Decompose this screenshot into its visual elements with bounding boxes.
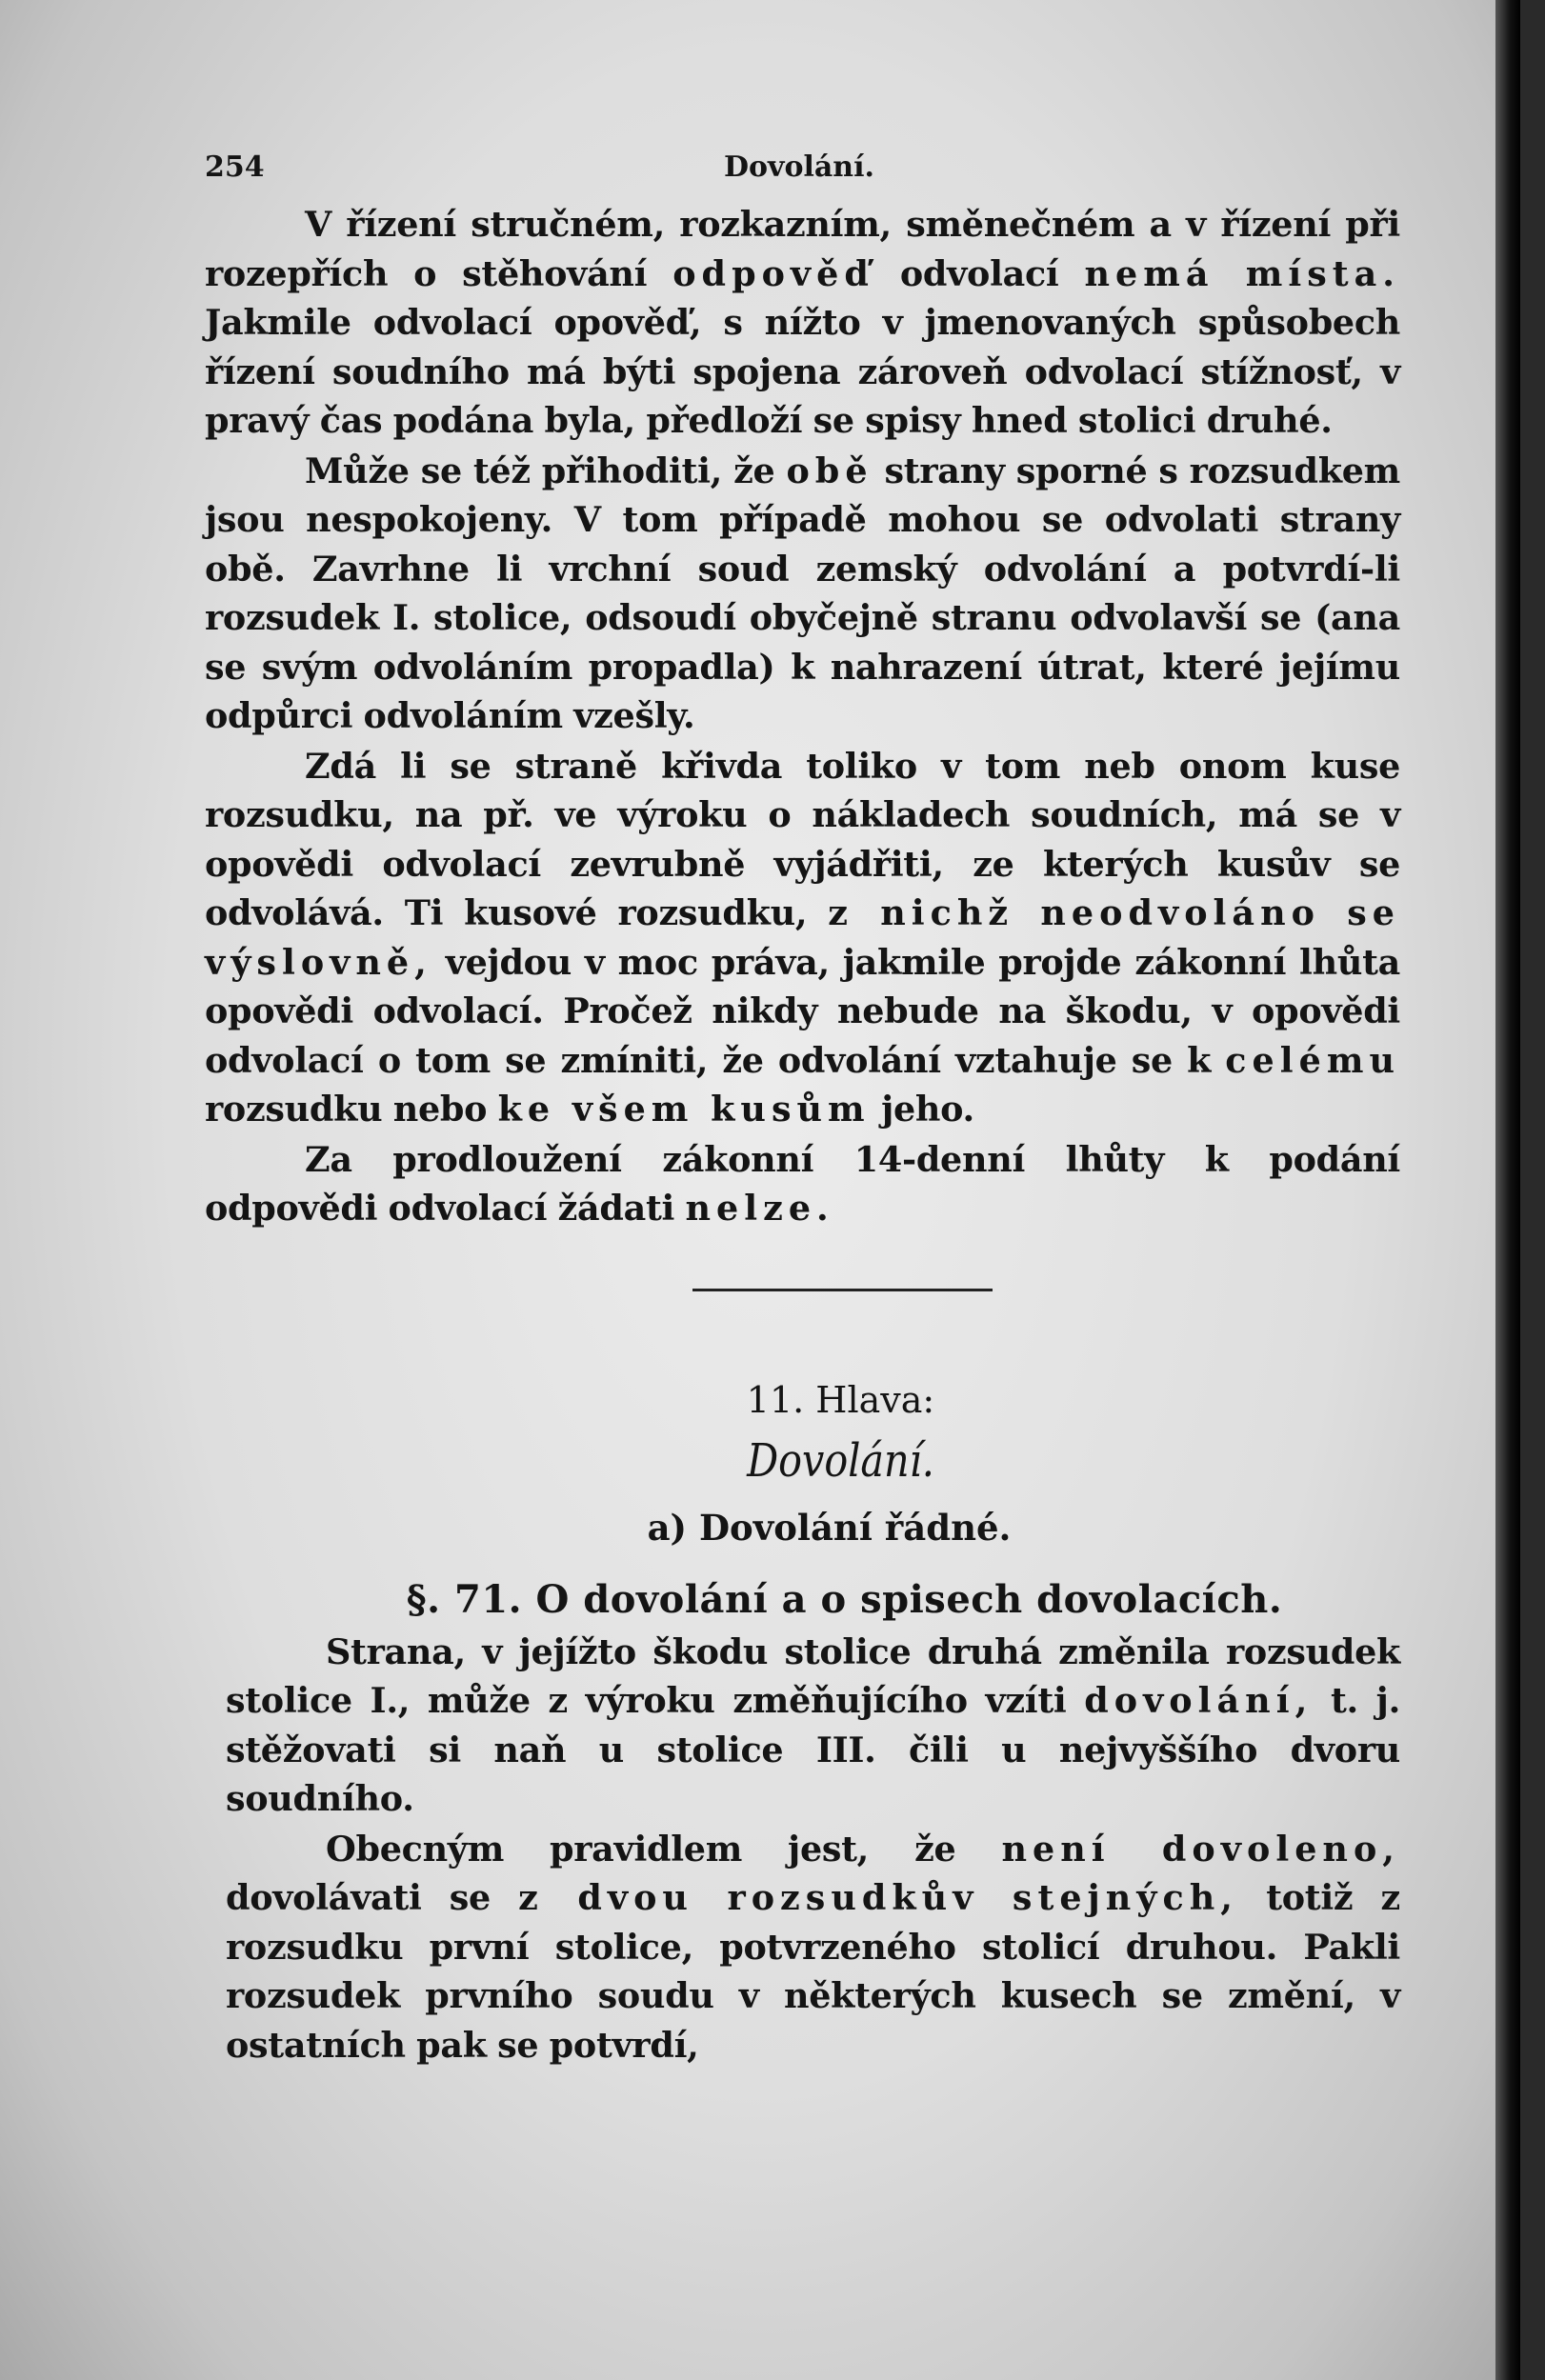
text-run: odvolací [873, 252, 1085, 294]
text-run: vejdou v moc práva, jakmile projde zákonní lhůta opovědi odvolací. Pročež nikdy nebude na škodu, v opovědi odvolací o tom se zmíniti, že odvolání vztahuje se k [205, 941, 1400, 1081]
spaced-emphasis: ke všem kusům [497, 1089, 871, 1130]
running-title: Dovolání. [724, 150, 874, 184]
text-run: Může se též přihoditi, že [305, 450, 787, 491]
spaced-emphasis: z dvou rozsudkův stejných, [518, 1877, 1238, 1918]
paragraph [205, 742, 1400, 1134]
subsection-heading: a) Dovolání řádné. [647, 1506, 1012, 1549]
spaced-emphasis: celému [1225, 1039, 1400, 1081]
text-block [205, 143, 1400, 2070]
spaced-emphasis: obě [786, 450, 873, 491]
running-head [205, 143, 1400, 200]
spaced-emphasis: není dovoleno, [1001, 1828, 1400, 1870]
spaced-emphasis: nelze. [685, 1188, 834, 1229]
text-run: Jakmile odvolací opověď, s nížto v jmenovaných spůsobech řízení soudního má býti spojena zároveň odvolací stížnosť, v pravý čas podána byla, předloží se spisy hned stolici druhé. [205, 302, 1400, 441]
section-heading: §. 71. O dovolání a o spisech dovolacích. [406, 1576, 1283, 1622]
text-run: Za prodloužení zákonní 14-denní lhůty k podání odpovědi odvolací žádati [205, 1138, 1400, 1229]
paragraphs-bottom [205, 1628, 1400, 2070]
chapter-number: 11. Hlava: [746, 1378, 935, 1421]
spaced-emphasis: odpověď [672, 252, 874, 294]
text-run: strany sporné s rozsudkem jsou nespokojeny. V tom případě mohou se odvolati strany obě. Zavrhne li vrchní soud zemský odvolání a potvrdí-li rozsudek I. stolice, odsoudí obyčejně stranu odvolavší se (ana se svým odvoláním propadla) k nahrazení útrat, které jejímu odpůrci odvoláním vzešly. [205, 450, 1400, 736]
paragraphs-top [205, 200, 1400, 1233]
paragraph [226, 1628, 1400, 1824]
text-run: dovolávati se [226, 1877, 519, 1918]
text-run: rozsudku nebo [205, 1089, 498, 1130]
spaced-emphasis: dovolání, [1084, 1680, 1314, 1721]
text-run: Obecným pravidlem jest, že [326, 1828, 1002, 1870]
text-run: totiž z rozsudku první stolice, potvrzeného stolicí druhou. Pakli rozsudek prvního soudu v některých kusech se změní, v ostatních pak se potvrdí, [226, 1877, 1400, 2066]
chapter-title: Dovolání. [747, 1433, 934, 1488]
paragraph [226, 1825, 1400, 2070]
paragraph [205, 200, 1400, 446]
text-run: t. j. stěžovati si naň u stolice III. čili u nejvyššího dvoru soudního. [226, 1680, 1400, 1819]
paragraph [205, 1135, 1400, 1233]
section-divider [692, 1289, 993, 1291]
book-spine-shadow [1495, 0, 1520, 2380]
spaced-emphasis: z nichž neodvoláno se výslovně, [205, 892, 1400, 983]
text-run: Strana, v jejížto škodu stolice druhá změnila rozsudek stolice I., může z výroku změňujícího vzíti [226, 1630, 1400, 1721]
text-run: Zdá li se straně křivda toliko v tom neb onom kuse rozsudku, na př. ve výroku o nákladech soudních, má se v opovědi odvolací zevrubně vyjádřiti, ze kterých kusův se odvolává. Ti kusové rozsudku, [205, 745, 1400, 933]
spaced-emphasis: nemá místa. [1084, 252, 1400, 294]
text-run: V řízení stručném, rozkazním, směnečném a v řízení při rozepřích o stěhování [205, 204, 1400, 294]
paragraph [205, 447, 1400, 741]
page-number: 254 [205, 150, 265, 184]
text-run: jeho. [870, 1089, 974, 1130]
